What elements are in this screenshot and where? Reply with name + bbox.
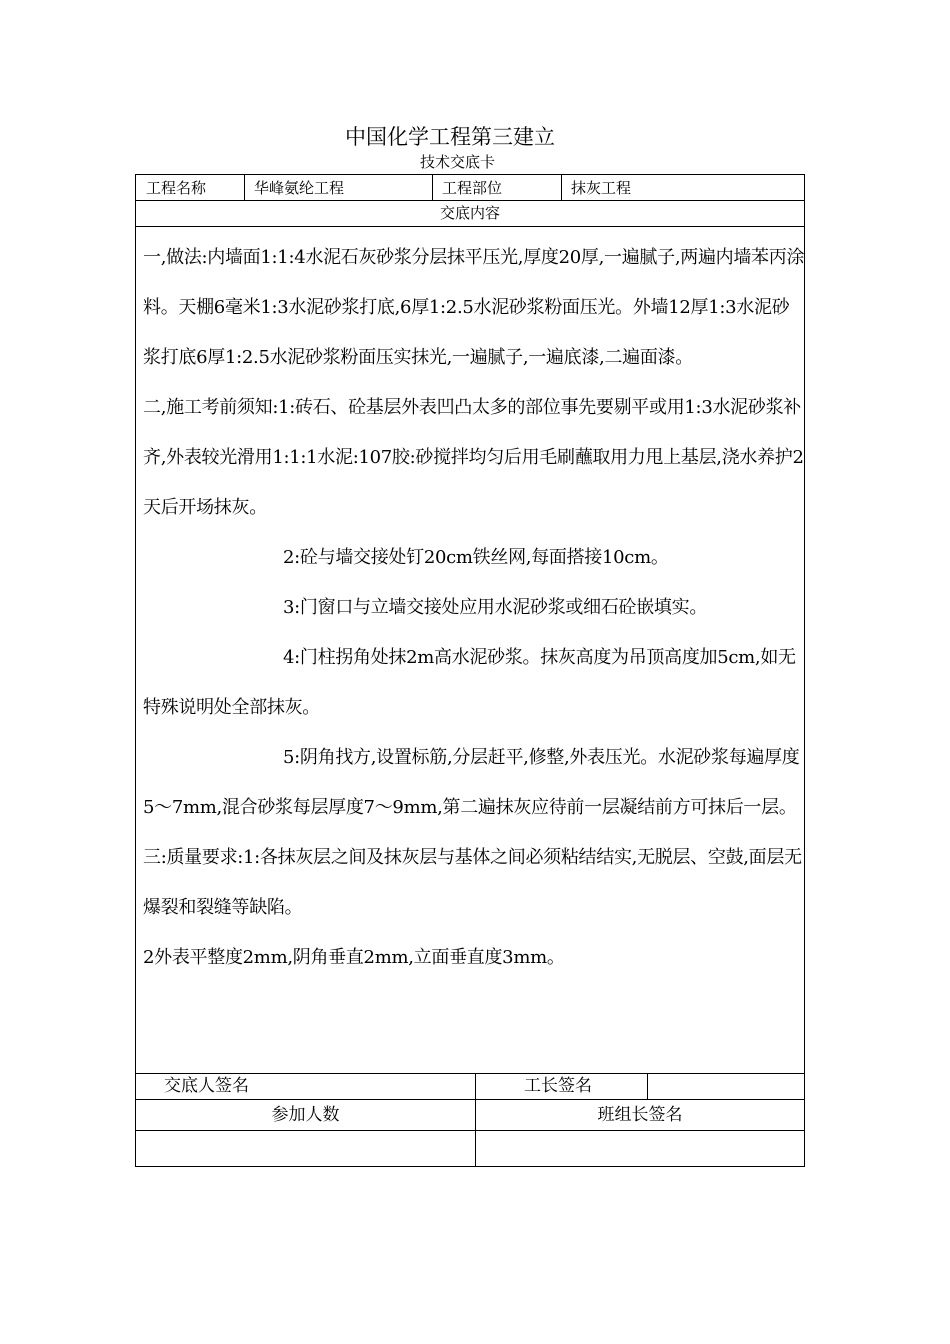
row-divider-content-header bbox=[136, 226, 804, 227]
team-leader-field[interactable] bbox=[480, 1132, 800, 1164]
content-paragraph-quality: 三:质量要求:1:各抹灰层之间及抹灰层与基体之间必须粘结结实,无脱层、空鼓,面层无爆裂和裂缝等缺陷。 bbox=[143, 847, 802, 918]
col-divider-info-2 bbox=[432, 175, 433, 200]
disclosure-content bbox=[143, 233, 805, 983]
content-paragraph-item-5: 5:阴角找方,设置标筋,分层赶平,修整,外表压光。水泥砂浆每遍厚度5～7mm,混合砂浆每层厚度7～9mm,第二遍抹灰应待前一层凝结前方可抹后一层。 bbox=[143, 747, 800, 818]
presenter-sign-field[interactable] bbox=[316, 1073, 466, 1099]
foreman-sign-label: 工长签名 bbox=[524, 1076, 592, 1096]
row-divider-footer-low bbox=[136, 1130, 804, 1131]
content-header: 交底内容 bbox=[439, 204, 500, 222]
col-divider-info-1 bbox=[244, 175, 245, 200]
participants-field[interactable] bbox=[140, 1132, 470, 1164]
project-name-value: 华峰氨纶工程 bbox=[254, 179, 345, 197]
project-part-value: 抹灰工程 bbox=[571, 179, 632, 197]
col-divider-info-3 bbox=[561, 175, 562, 200]
document-subtitle: 技术交底卡 bbox=[419, 153, 495, 171]
content-paragraph-quality-2: 2外表平整度2mm,阴角垂直2mm,立面垂直度3mm。 bbox=[143, 947, 565, 968]
team-leader-label: 班组长签名 bbox=[597, 1105, 683, 1125]
foreman-sign-field[interactable] bbox=[651, 1073, 801, 1099]
content-paragraph-precautions: 二,施工考前须知:1:砖石、砼基层外表凹凸太多的部位事先要剔平或用1:3水泥砂浆补齐,外表较光滑用1:1:1水泥:107胶:砂搅拌均匀后用毛刷蘸取用力甩上基层,浇水养护2天后开场抹灰。 bbox=[143, 397, 804, 518]
col-divider-footer-right bbox=[647, 1073, 648, 1099]
project-part-label: 工程部位 bbox=[442, 179, 503, 197]
document-title: 中国化学工程第三建立 bbox=[345, 125, 555, 149]
content-paragraph-method: 一,做法:内墙面1:1:4水泥石灰砂浆分层抹平压光,厚度20厚,一遍腻子,两遍内墙苯丙涂料。天棚6毫米1:3水泥砂浆打底,6厚1:2.5水泥砂浆粉面压光。外墙12厚1:3水泥砂浆打底6厚1:2.5水泥砂浆粉面压实抹光,一遍腻子,一遍底漆,二遍面漆。 bbox=[143, 247, 805, 368]
presenter-sign-label: 交底人签名 bbox=[164, 1076, 249, 1096]
content-paragraph-item-2: 2:砼与墙交接处钉20cm铁丝网,每面搭接10cm。 bbox=[283, 547, 669, 568]
project-name-label: 工程名称 bbox=[146, 179, 207, 197]
content-paragraph-item-4: 4:门柱拐角处抹2m高水泥砂浆。抹灰高度为吊顶高度加5cm,如无特殊说明处全部抹灰。 bbox=[143, 647, 796, 718]
participants-label: 参加人数 bbox=[271, 1105, 340, 1125]
content-paragraph-item-3: 3:门窗口与立墙交接处应用水泥砂浆或细石砼嵌填实。 bbox=[283, 597, 708, 618]
